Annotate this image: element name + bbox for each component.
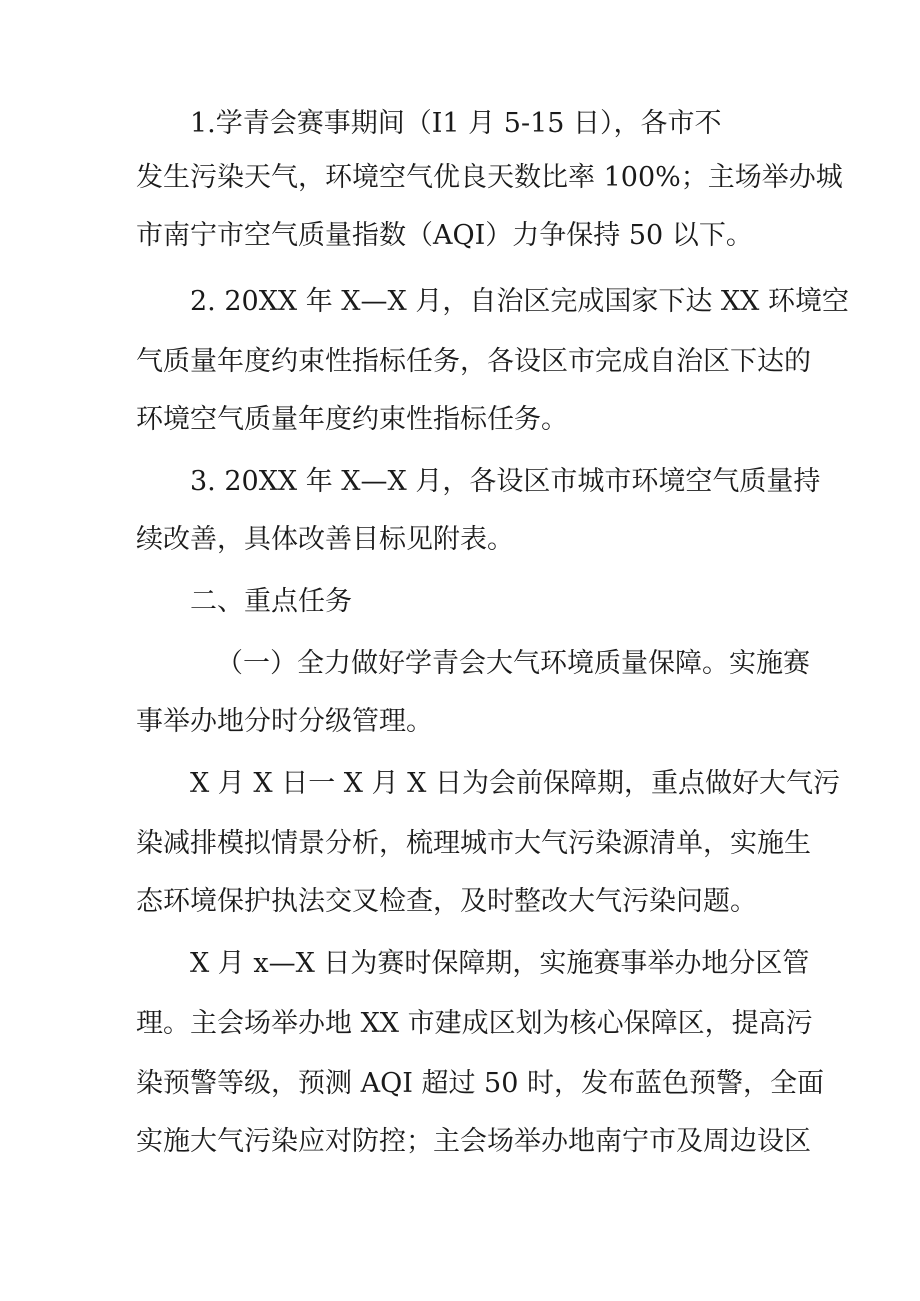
paragraph-3-line-2: 续改善，具体改善目标见附表。 (136, 524, 514, 555)
paragraph-3-line-1: 3. 20XX 年 X—X 月，各设区市城市环境空气质量持 (190, 466, 821, 497)
subsection-heading-1-line-2: 事举办地分时分级管理。 (136, 706, 433, 737)
section-heading-key-tasks: 二、重点任务 (190, 586, 352, 617)
paragraph-5-line-1: X 月 x—X 日为赛时保障期，实施赛事举办地分区管 (190, 948, 810, 979)
paragraph-2-line-1: 2. 20XX 年 X—X 月，自治区完成国家下达 XX 环境空 (190, 286, 849, 317)
paragraph-4-line-3: 态环境保护执法交叉检查，及时整改大气污染问题。 (136, 886, 757, 917)
paragraph-4-line-2: 染减排模拟情景分析，梳理城市大气污染源清单，实施生 (136, 828, 811, 859)
subsection-heading-1-line-1: （一）全力做好学青会大气环境质量保障。实施赛 (216, 648, 810, 679)
paragraph-4-line-1: X 月 X 日一 X 月 X 日为会前保障期，重点做好大气污 (190, 768, 840, 799)
paragraph-5-line-4: 实施大气污染应对防控；主会场举办地南宁市及周边设区 (136, 1126, 811, 1157)
paragraph-5-line-3: 染预警等级，预测 AQI 超过 50 时，发布蓝色预警，全面 (136, 1068, 824, 1099)
paragraph-2-line-3: 环境空气质量年度约束性指标任务。 (136, 404, 568, 435)
paragraph-2-line-2: 气质量年度约束性指标任务，各设区市完成自治区下达的 (136, 346, 811, 377)
paragraph-1-line-3: 市南宁市空气质量指数（AQI）力争保持 50 以下。 (136, 220, 753, 251)
paragraph-1-line-2: 发生污染天气，环境空气优良天数比率 100%；主场举办城 (136, 162, 843, 193)
paragraph-5-line-2: 理。主会场举办地 XX 市建成区划为核心保障区，提高污 (136, 1008, 813, 1039)
paragraph-1-line-1: 1.学青会赛事期间（I1 月 5-15 日），各市不 (190, 108, 722, 139)
